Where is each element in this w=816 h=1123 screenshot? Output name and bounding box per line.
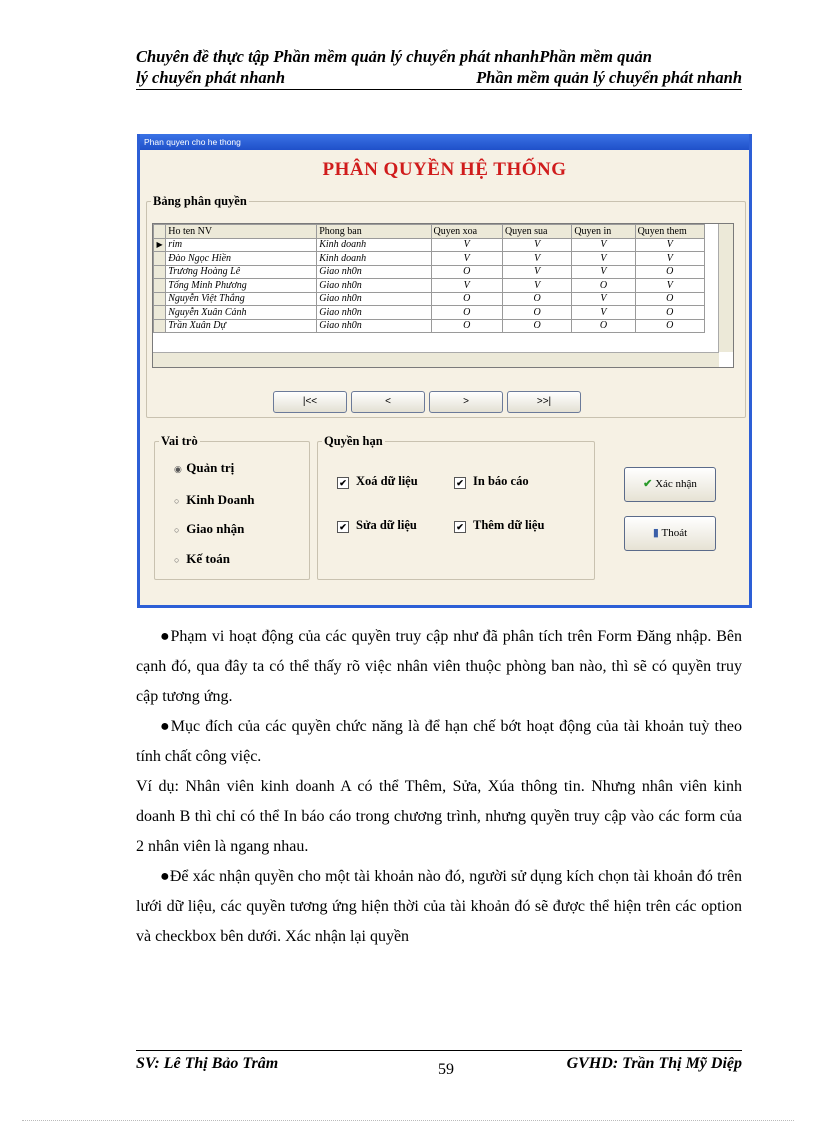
grid-cell[interactable]: O (502, 319, 571, 333)
horizontal-scrollbar[interactable] (153, 352, 719, 367)
grid-cell[interactable]: O (635, 265, 704, 279)
grid-cell[interactable]: V (572, 252, 635, 266)
permission-group-label: Quyền hạn (324, 434, 383, 448)
current-row-pointer-icon[interactable]: ▶ (154, 238, 166, 252)
confirm-label: Xác nhận (655, 478, 697, 490)
grid-row[interactable] (154, 252, 705, 266)
role-option-admin[interactable] (174, 460, 234, 476)
page-header (136, 46, 742, 90)
check-icon: ✔ (454, 521, 466, 533)
grid-cell[interactable]: Giao nh0n (317, 279, 431, 293)
radio-icon: ○ (174, 496, 180, 506)
grid-cell[interactable]: O (635, 292, 704, 306)
row-indicator[interactable] (154, 306, 166, 320)
grid-column-header[interactable]: Phong ban (317, 225, 431, 239)
grid-cell[interactable]: Giao nh0n (317, 292, 431, 306)
grid-cell[interactable]: O (572, 319, 635, 333)
grid-cell[interactable]: V (502, 279, 571, 293)
grid-cell[interactable]: Đào Ngọc Hiền (166, 252, 317, 266)
grid-cell[interactable]: Nguyễn Việt Thắng (166, 292, 317, 306)
radio-icon: ○ (174, 555, 180, 565)
header-line2-left: lý chuyển phát nhanh (136, 68, 285, 87)
row-indicator[interactable] (154, 252, 166, 266)
grid-cell[interactable]: O (635, 319, 704, 333)
role-option-delivery[interactable] (174, 521, 244, 537)
grid-cell[interactable]: Kinh doanh (317, 238, 431, 252)
paragraph-4: ●Để xác nhận quyền cho một tài khoản nào đó, người sử dụng kích chọn tài khoản đó trên lưới dữ liệu, các quyền tương ứng hiện thời của tài khoản đó sẽ được thể hiện trên các option và checkbox bên dưới. Xác nhận lại quyền (136, 868, 742, 945)
role-option-business[interactable] (174, 492, 255, 508)
perm-label: Xoá dữ liệu (356, 474, 418, 488)
grid-column-header[interactable]: Quyen them (635, 225, 704, 239)
grid-cell[interactable]: V (502, 238, 571, 252)
grid-column-header[interactable]: Quyen in (572, 225, 635, 239)
grid-cell[interactable]: O (502, 292, 571, 306)
grid-cell[interactable]: V (635, 238, 704, 252)
grid-column-header[interactable]: Ho ten NV (166, 225, 317, 239)
grid-column-header[interactable]: Quyen sua (502, 225, 571, 239)
permission-group (317, 434, 595, 580)
header-line1: Chuyên đề thực tập Phần mềm quản lý chuyển phát nhanhPhần mềm quản (136, 47, 652, 66)
row-indicator[interactable] (154, 279, 166, 293)
grid-corner (154, 225, 166, 239)
grid-cell[interactable]: Trần Xuân Dự (166, 319, 317, 333)
perm-print-checkbox[interactable] (454, 474, 529, 489)
grid-cell[interactable]: V (502, 252, 571, 266)
header-line2-right: Phần mềm quản lý chuyển phát nhanh (476, 68, 742, 87)
form-title: PHÂN QUYỀN HỆ THỐNG (322, 159, 567, 180)
vertical-scrollbar[interactable] (718, 224, 733, 352)
permission-grid[interactable] (152, 223, 734, 368)
role-label: Kế toán (186, 551, 230, 566)
first-record-button[interactable]: |<< (273, 391, 347, 413)
grid-row[interactable] (154, 238, 705, 252)
footer-advisor: GVHD: Trần Thị Mỹ Diệp (566, 1055, 742, 1072)
grid-cell[interactable]: V (635, 279, 704, 293)
grid-cell[interactable]: O (572, 279, 635, 293)
grid-cell[interactable]: O (431, 292, 502, 306)
perm-label: In báo cáo (473, 474, 529, 488)
grid-row[interactable] (154, 306, 705, 320)
perm-label: Thêm dữ liệu (473, 518, 545, 532)
grid-cell[interactable]: Trương Hoàng Lê (166, 265, 317, 279)
perm-add-checkbox[interactable] (454, 518, 544, 533)
grid-cell[interactable]: Giao nh0n (317, 319, 431, 333)
grid-column-header[interactable]: Quyen xoa (431, 225, 502, 239)
radio-icon: ○ (174, 525, 180, 535)
header-line2 (136, 67, 742, 90)
paragraph-1: ●Phạm vi hoạt động của các quyền truy cập như đã phân tích trên Form Đăng nhập. Bên cạnh đó, qua đây ta có thể thấy rõ việc nhân viên thuộc phòng ban nào, thì sẽ có quyền truy cập tương ứng. (136, 628, 742, 705)
next-record-button[interactable]: > (429, 391, 503, 413)
prev-record-button[interactable]: < (351, 391, 425, 413)
perm-label: Sửa dữ liệu (356, 518, 417, 532)
grid-cell[interactable]: V (572, 265, 635, 279)
grid-cell[interactable]: Giao nh0n (317, 265, 431, 279)
row-indicator[interactable] (154, 265, 166, 279)
grid-cell[interactable]: O (502, 306, 571, 320)
row-indicator[interactable] (154, 292, 166, 306)
grid-cell[interactable]: V (572, 292, 635, 306)
grid-cell[interactable]: Kinh doanh (317, 252, 431, 266)
role-group-label: Vai trò (161, 434, 198, 448)
role-label: Quản trị (186, 460, 235, 475)
window-title-bar: Phan quyen cho he thong (140, 134, 749, 150)
grid-row[interactable] (154, 279, 705, 293)
confirm-button[interactable] (624, 467, 716, 502)
grid-cell[interactable]: V (431, 252, 502, 266)
checkmark-icon: ✔ (643, 478, 653, 490)
last-record-button[interactable]: >>| (507, 391, 581, 413)
check-icon: ✔ (337, 477, 349, 489)
check-icon: ✔ (337, 521, 349, 533)
app-screenshot (137, 134, 752, 608)
row-indicator[interactable] (154, 319, 166, 333)
grid-row[interactable] (154, 265, 705, 279)
grid-cell[interactable]: Giao nh0n (317, 306, 431, 320)
grid-cell[interactable]: Tống Minh Phương (166, 279, 317, 293)
paragraph-2: ●Mục đích của các quyền chức năng là để hạn chế bớt hoạt động của tài khoản tuỳ theo tính chất công việc. (136, 718, 742, 765)
grid-cell[interactable]: rim (166, 238, 317, 252)
page-footer (136, 1050, 742, 1078)
perm-delete-checkbox[interactable] (337, 474, 418, 489)
perm-edit-checkbox[interactable] (337, 518, 417, 533)
grid-row[interactable] (154, 319, 705, 333)
role-label: Kinh Doanh (186, 492, 255, 507)
grid-cell[interactable]: Nguyễn Xuân Cảnh (166, 306, 317, 320)
grid-row[interactable] (154, 292, 705, 306)
exit-label: Thoát (661, 527, 688, 539)
grid-cell[interactable]: V (635, 252, 704, 266)
grid-cell[interactable]: O (431, 319, 502, 333)
grid-cell[interactable]: O (431, 265, 502, 279)
paragraph-3: Ví dụ: Nhân viên kinh doanh A có thể Thêm, Sửa, Xúa thông tin. Nhưng nhân viên kinh doanh B thì chỉ có thể In báo cáo trong chương trình, nhưng quyền truy cập vào các form của 2 nhân viên là ngang nhau. (136, 778, 742, 855)
footer-student: SV: Lê Thị Bảo Trâm (136, 1055, 279, 1072)
check-icon: ✔ (454, 477, 466, 489)
grid-cell[interactable]: O (635, 306, 704, 320)
role-label: Giao nhận (186, 521, 245, 536)
radio-selected-icon: ◉ (174, 464, 182, 474)
grid-table (153, 224, 705, 333)
grid-cell[interactable]: O (431, 306, 502, 320)
exit-button[interactable] (624, 516, 716, 551)
grid-cell[interactable]: V (572, 306, 635, 320)
page-edge-divider (22, 1120, 794, 1121)
body-text (136, 622, 742, 952)
door-icon: ▮ (652, 527, 659, 539)
grid-group-label: Bảng phân quyền (153, 194, 247, 208)
grid-cell[interactable]: V (572, 238, 635, 252)
grid-cell[interactable]: V (431, 279, 502, 293)
page-number: 59 (438, 1061, 454, 1078)
grid-cell[interactable]: V (431, 238, 502, 252)
grid-cell[interactable]: V (502, 265, 571, 279)
role-option-accounting[interactable] (174, 551, 230, 567)
